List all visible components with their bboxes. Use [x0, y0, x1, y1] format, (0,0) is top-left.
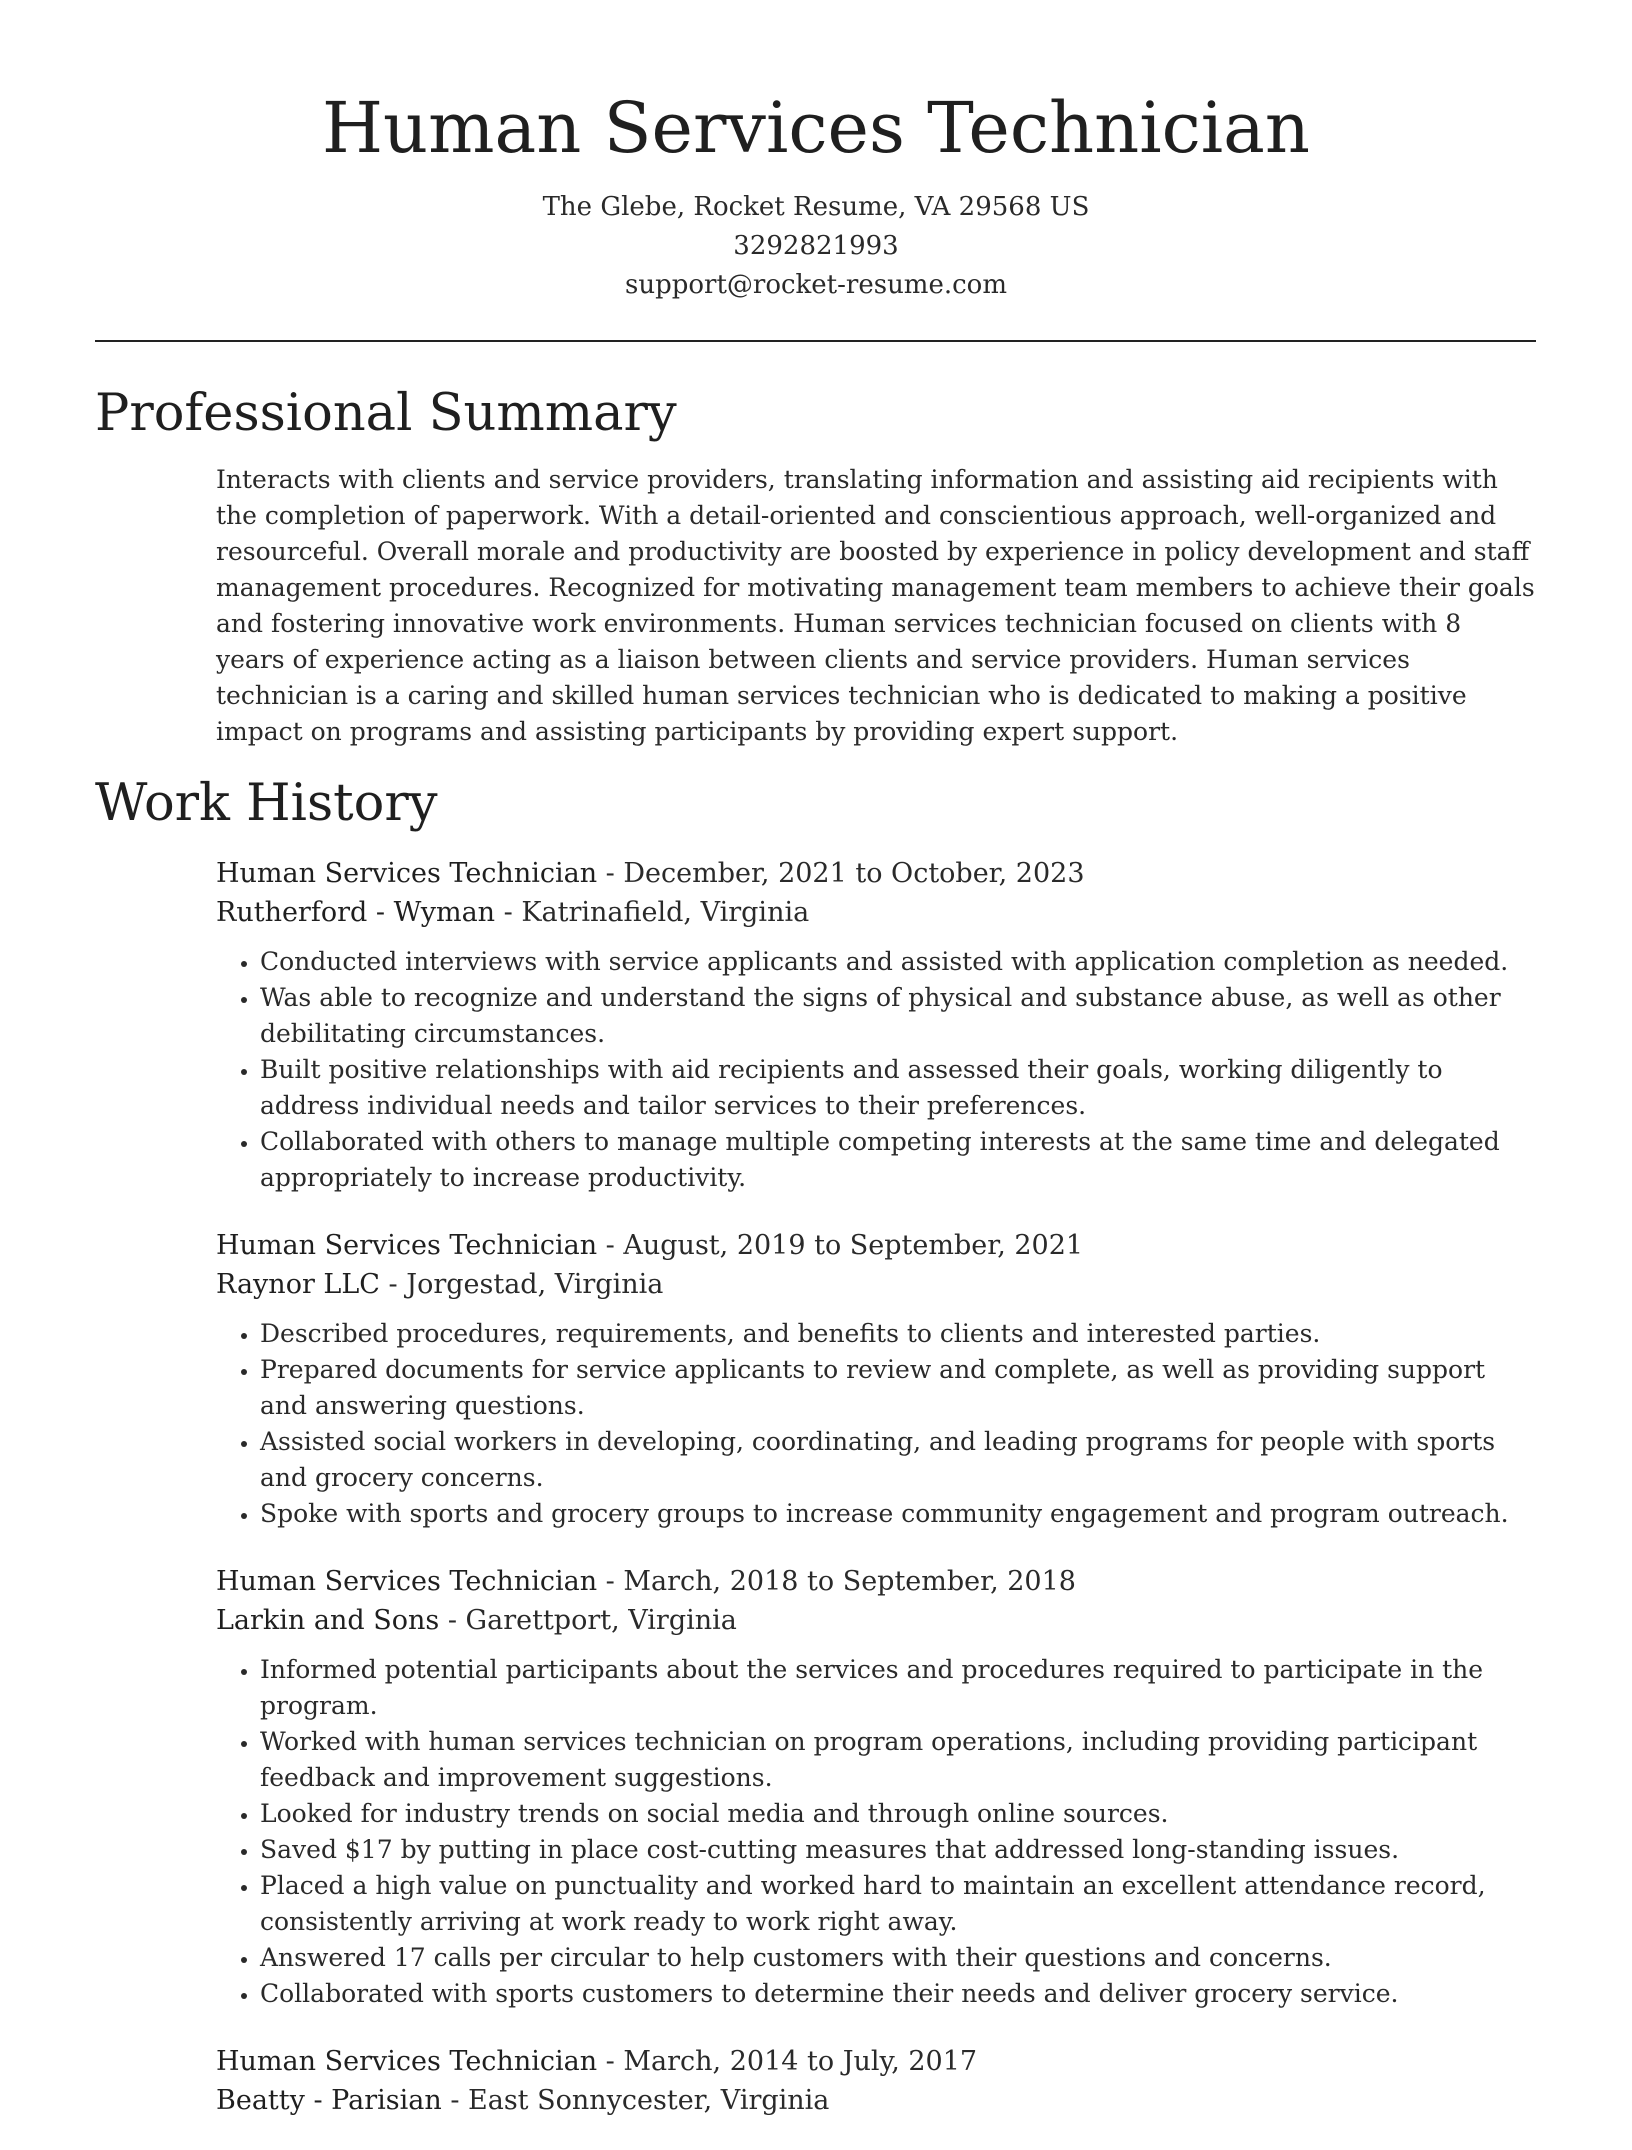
job-entry	[216, 1562, 1536, 2012]
work-history-list	[216, 854, 1536, 2150]
job-title: Human Services Technician	[216, 1230, 598, 1261]
job-duty: • Prepared documents for service applicants to review and complete, as well as providing support and answering questions.	[260, 1352, 1536, 1424]
job-employer-line	[216, 1601, 1536, 1640]
job-employer: Raynor LLC	[216, 1269, 380, 1300]
job-duty: • Saved $17 by putting in place cost-cutting measures that addressed long-standing issues.	[260, 1832, 1536, 1868]
contact-email: support@rocket-resume.com	[624, 270, 1007, 300]
job-location: - Garettport, Virginia	[439, 1605, 737, 1636]
summary-heading: Professional Summary	[95, 384, 677, 443]
job-duty: • Collaborated with others to manage multiple competing interests at the same time and delegated appropriately to increase productivity.	[260, 1124, 1536, 1196]
summary-text: Interacts with clients and service providers, translating information and assisting aid recipients with the completion of paperwork. With a detail-oriented and conscientious approach, well-organized and resourceful. Overall morale and productivity are boosted by experience in policy development and staff management procedures. Recognized for motivating management team members to achieve their goals and fostering innovative work environments. Human services technician focused on clients with 8 years of experience acting as a liaison between clients and service providers. Human services technician is a caring and skilled human services technician who is dedicated to making a positive impact on programs and assisting participants by providing expert support.	[216, 465, 1535, 746]
job-title: Human Services Technician	[216, 858, 598, 889]
job-entry	[216, 2042, 1536, 2120]
job-dates: - March, 2014 to July, 2017	[597, 2046, 978, 2077]
candidate-name: Human Services Technician	[322, 87, 1310, 169]
job-title: Human Services Technician	[216, 1566, 598, 1597]
job-duty: • Assisted social workers in developing, coordinating, and leading programs for people with sports and grocery concerns.	[260, 1424, 1536, 1496]
job-dates: - March, 2018 to September, 2018	[597, 1566, 1076, 1597]
job-duty: • Spoke with sports and grocery groups to increase community engagement and program outreach.	[260, 1496, 1536, 1532]
job-title-line	[216, 854, 1536, 893]
job-duties	[216, 944, 1536, 1196]
job-dates: - August, 2019 to September, 2021	[597, 1230, 1084, 1261]
job-title-line	[216, 1226, 1536, 1265]
job-title: Human Services Technician	[216, 2046, 598, 2077]
job-location: - Jorgestad, Virginia	[379, 1269, 664, 1300]
job-title-line	[216, 1562, 1536, 1601]
job-duty: • Described procedures, requirements, and benefits to clients and interested parties.	[260, 1316, 1536, 1352]
work-history-heading: Work History	[95, 774, 438, 833]
job-title-line	[216, 2042, 1536, 2081]
job-duties	[216, 1316, 1536, 1532]
job-duty: • Looked for industry trends on social media and through online sources.	[260, 1796, 1536, 1832]
job-employer: Larkin and Sons	[216, 1605, 440, 1636]
job-duty: • Conducted interviews with service applicants and assisted with application completion as needed.	[260, 944, 1536, 980]
job-entry	[216, 1226, 1536, 1532]
job-employer-line	[216, 2081, 1536, 2120]
job-employer: Beatty - Parisian	[216, 2085, 442, 2116]
job-duty: • Worked with human services technician on program operations, including providing participant feedback and improvement suggestions.	[260, 1724, 1536, 1796]
job-duty: • Informed potential participants about the services and procedures required to participate in the program.	[260, 1652, 1536, 1724]
job-location: - Katrinafield, Virginia	[495, 897, 810, 928]
resume-header	[0, 80, 1632, 305]
job-employer-line	[216, 1265, 1536, 1304]
job-location: - East Sonnycester, Virginia	[441, 2085, 830, 2116]
job-duty: • Was able to recognize and understand the signs of physical and substance abuse, as well as other debilitating circumstances.	[260, 980, 1536, 1052]
contact-address: The Glebe, Rocket Resume, VA 29568 US	[542, 192, 1090, 222]
job-duty: • Collaborated with sports customers to determine their needs and deliver grocery service.	[260, 1976, 1536, 2012]
job-duties	[216, 1652, 1536, 2012]
job-duty: • Built positive relationships with aid recipients and assessed their goals, working diligently to address individual needs and tailor services to their preferences.	[260, 1052, 1536, 1124]
job-duty: • Placed a high value on punctuality and worked hard to maintain an excellent attendance record, consistently arriving at work ready to work right away.	[260, 1868, 1536, 1940]
header-divider	[95, 340, 1536, 342]
job-entry	[216, 854, 1536, 1196]
job-dates: - December, 2021 to October, 2023	[597, 858, 1085, 889]
contact-block	[0, 188, 1632, 305]
job-duty: • Answered 17 calls per circular to help customers with their questions and concerns.	[260, 1940, 1536, 1976]
contact-phone: 3292821993	[733, 231, 899, 261]
job-employer-line	[216, 893, 1536, 932]
job-employer: Rutherford - Wyman	[216, 897, 496, 928]
